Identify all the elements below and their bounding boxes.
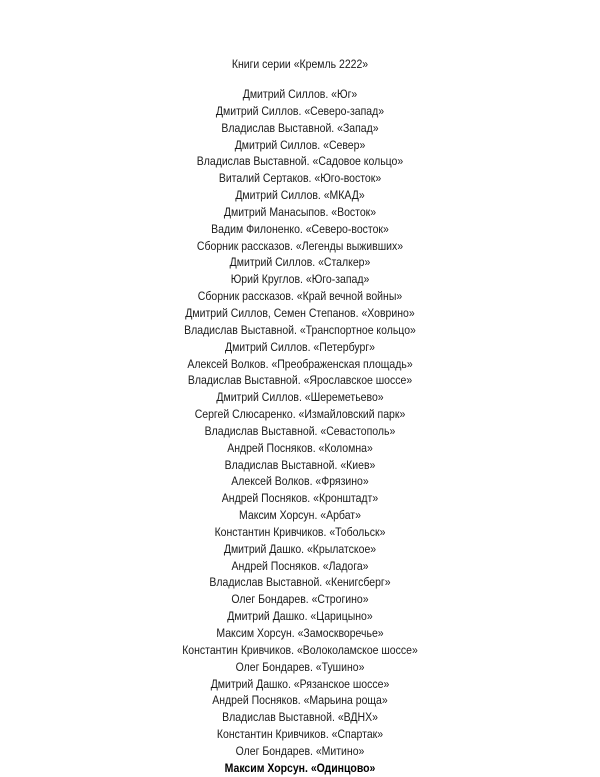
book-title: Дмитрий Дашко. «Крылатское» bbox=[223, 541, 377, 556]
book-title: Юрий Круглов. «Юго-запад» bbox=[230, 272, 370, 287]
book-title: Сборник рассказов. «Легенды выживших» bbox=[196, 238, 404, 253]
book-title: Дмитрий Силлов. «Север» bbox=[234, 137, 366, 152]
book-title: Сборник рассказов. «Край вечной войны» bbox=[197, 289, 403, 304]
book-list bbox=[42, 86, 558, 777]
book-title: Максим Хорсун. «Замоскворечье» bbox=[216, 626, 384, 640]
book-title: Владислав Выставной. «Транспортное кольцо» bbox=[184, 322, 416, 337]
book-title: Владислав Выставной. «Ярославское шоссе» bbox=[187, 373, 413, 388]
book-title: Владислав Выставной. «Севастополь» bbox=[204, 423, 396, 438]
book-title: Дмитрий Силлов, Семен Степанов. «Ховрино» bbox=[185, 305, 415, 320]
book-title: Дмитрий Силлов. «МКАД» bbox=[235, 188, 365, 203]
book-title: Дмитрий Силлов. «Петербург» bbox=[225, 339, 375, 354]
book-title: Дмитрий Манасыпов. «Восток» bbox=[223, 204, 377, 219]
book-title: Андрей Посняков. «Коломна» bbox=[227, 440, 373, 455]
book-title: Дмитрий Силлов. «Шереметьево» bbox=[216, 390, 384, 405]
book-title: Владислав Выставной. «Запад» bbox=[221, 120, 379, 135]
series-heading: Книги серии «Кремль 2222» bbox=[231, 57, 369, 71]
book-title: Вадим Филоненко. «Северо-восток» bbox=[211, 221, 389, 236]
book-title: Дмитрий Силлов. «Юг» bbox=[242, 87, 358, 101]
book-title: Максим Хорсун. «Арбат» bbox=[239, 508, 361, 523]
book-title: Олег Бондарев. «Строгино» bbox=[231, 592, 369, 607]
book-title: Владислав Выставной. «Садовое кольцо» bbox=[196, 154, 404, 169]
book-title-current: Максим Хорсун. «Одинцово» bbox=[224, 760, 376, 775]
book-title: Владислав Выставной. «Киев» bbox=[224, 457, 376, 472]
book-title: Константин Кривчиков. «Волоколамское шоссе» bbox=[182, 642, 418, 657]
book-title: Константин Кривчиков. «Спартак» bbox=[216, 727, 384, 742]
book-title: Владислав Выставной. «ВДНХ» bbox=[222, 710, 378, 725]
book-title: Алексей Волков. «Преображенская площадь» bbox=[187, 356, 413, 371]
book-title: Дмитрий Дашко. «Рязанское шоссе» bbox=[210, 676, 390, 691]
book-title: Дмитрий Дашко. «Царицыно» bbox=[227, 609, 373, 624]
book-title: Алексей Волков. «Фрязино» bbox=[231, 474, 369, 489]
book-title: Андрей Посняков. «Ладога» bbox=[231, 558, 369, 573]
book-title: Андрей Посняков. «Кронштадт» bbox=[221, 491, 379, 506]
book-title: Олег Бондарев. «Митино» bbox=[235, 743, 365, 758]
book-title: Дмитрий Силлов. «Сталкер» bbox=[229, 255, 371, 270]
book-title: Андрей Посняков. «Марьина роща» bbox=[212, 693, 388, 708]
book-title: Олег Бондарев. «Тушино» bbox=[235, 659, 365, 674]
book-title: Виталий Сертаков. «Юго-восток» bbox=[218, 171, 382, 186]
book-title: Дмитрий Силлов. «Северо-запад» bbox=[215, 103, 385, 118]
book-title: Константин Кривчиков. «Тобольск» bbox=[214, 524, 386, 539]
book-title: Сергей Слюсаренко. «Измайловский парк» bbox=[194, 407, 406, 422]
book-title: Владислав Выставной. «Кенигсберг» bbox=[209, 575, 391, 590]
